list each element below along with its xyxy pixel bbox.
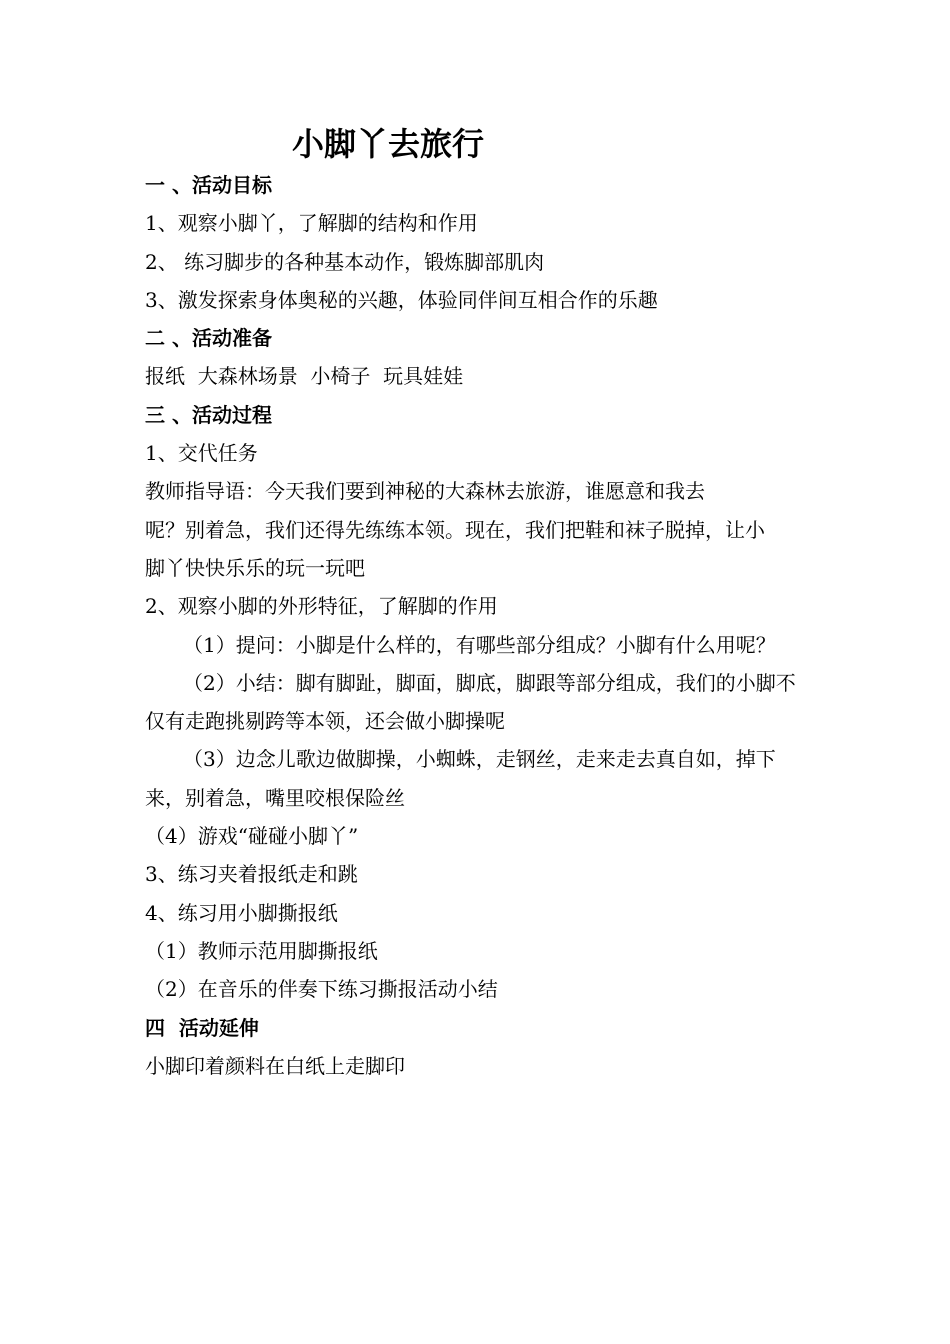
document-title: 小脚丫去旅行 — [292, 125, 485, 163]
section-heading-goals: 一 、活动目标 — [145, 173, 272, 197]
process-step: 1、交代任务 — [145, 441, 258, 466]
section-heading-preparation: 二 、活动准备 — [145, 326, 272, 351]
process-paragraph-line: 呢？别着急，我们还得先练练本领。现在，我们把鞋和袜子脱掉，让小 — [145, 517, 765, 542]
process-step: 2、观察小脚的外形特征，了解脚的作用 — [145, 594, 498, 619]
process-substep: （1）教师示范用脚撕报纸 — [145, 938, 378, 963]
extension-item: 小脚印着颜料在白纸上走脚印 — [145, 1053, 405, 1078]
section-heading-process: 三 、活动过程 — [145, 402, 272, 427]
process-paragraph-line: 教师指导语：今天我们要到神秘的大森林去旅游，谁愿意和我去 — [145, 479, 705, 504]
document-body — [145, 166, 810, 1085]
process-substep: （1）提问：小脚是什么样的，有哪些部分组成？小脚有什么用呢？ — [183, 632, 776, 657]
goal-item: 3、激发探索身体奥秘的兴趣，体验同伴间互相合作的乐趣 — [145, 287, 658, 312]
process-substep: （2）小结：脚有脚趾，脚面，脚底，脚跟等部分组成，我们的小脚不 — [183, 670, 796, 695]
goal-item: 1、观察小脚丫，了解脚的结构和作用 — [145, 211, 478, 236]
process-substep: （3）边念儿歌边做脚操，小蜘蛛，走钢丝，走来走去真自如，掉下 — [183, 747, 776, 772]
process-substep-continuation: 来，别着急，嘴里咬根保险丝 — [145, 785, 405, 810]
process-substep: （2）在音乐的伴奏下练习撕报活动小结 — [145, 977, 498, 1002]
process-substep-continuation: 仅有走跑挑剔跨等本领，还会做小脚操呢 — [145, 709, 505, 734]
process-step: 4、练习用小脚撕报纸 — [145, 900, 338, 925]
goal-item: 2、 练习脚步的各种基本动作，锻炼脚部肌肉 — [145, 249, 545, 274]
process-step: 3、练习夹着报纸走和跳 — [145, 862, 358, 887]
process-substep: （4）游戏“碰碰小脚丫” — [145, 824, 359, 849]
preparation-item: 报纸 大森林场景 小椅子 玩具娃娃 — [145, 364, 464, 389]
process-paragraph-line: 脚丫快快乐乐的玩一玩吧 — [145, 555, 365, 580]
section-heading-extension: 四 活动延伸 — [145, 1015, 259, 1040]
